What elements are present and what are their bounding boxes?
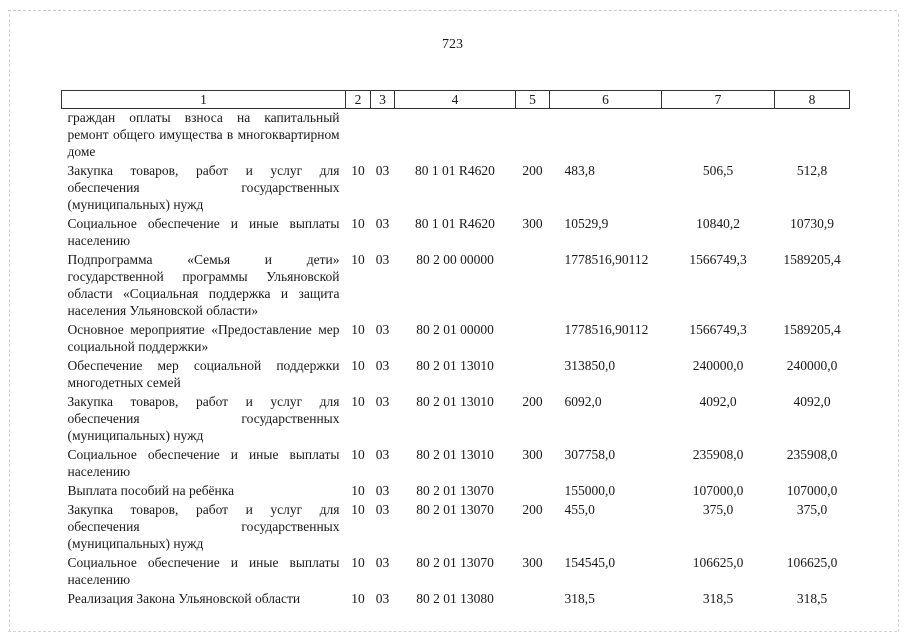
scan-edge-top: [8, 10, 897, 11]
column-header: 2: [346, 91, 371, 109]
table-row: [62, 590, 850, 609]
value-cell-col6: 307758,0: [564, 447, 616, 462]
value-cell-col6: 483,8: [564, 163, 595, 178]
value-cell-col8: 240000,0: [786, 358, 838, 373]
expense-type-cell: 300: [522, 555, 543, 570]
section-cell: 10: [351, 163, 365, 178]
value-cell-col6: 6092,0: [564, 394, 602, 409]
value-cell-col6: 313850,0: [564, 358, 616, 373]
subsection-cell: 03: [375, 216, 390, 231]
table-row: [62, 321, 850, 357]
column-header: 5: [516, 91, 550, 109]
value-cell-col6: 154545,0: [564, 555, 616, 570]
value-cell-col8: 512,8: [796, 163, 828, 178]
target-article-cell: 80 2 01 13080: [416, 591, 494, 606]
table-row: [62, 109, 850, 163]
section-cell: 10: [351, 216, 365, 231]
value-cell-col7: 106625,0: [692, 555, 744, 570]
row-name-cell: Выплата пособий на ребёнка: [67, 483, 235, 498]
value-cell-col6: 1778516,90112: [564, 322, 649, 337]
subsection-cell: [371, 109, 395, 163]
column-header: 4: [395, 91, 516, 109]
target-article-cell: 80 1 01 R4620: [415, 163, 495, 178]
target-article-cell: 80 2 01 13010: [416, 394, 494, 409]
expense-type-cell: 300: [522, 447, 543, 462]
column-header: 8: [775, 91, 850, 109]
row-name-cell: Социальное обеспечение и иные выплаты населению: [67, 555, 340, 587]
expense-type-cell: [516, 482, 550, 501]
subsection-cell: 03: [375, 322, 390, 337]
section-cell: 10: [351, 394, 365, 409]
expense-type-cell: 200: [522, 502, 543, 517]
value-cell-col8: 1589205,4: [783, 322, 841, 337]
scan-edge-left: [9, 14, 10, 632]
value-cell-col6: 318,5: [564, 591, 595, 606]
subsection-cell: 03: [375, 358, 390, 373]
value-cell-col8: 10730,9: [790, 216, 834, 231]
subsection-cell: 03: [375, 394, 390, 409]
page-number: 723: [442, 37, 463, 52]
table-row: [62, 446, 850, 482]
target-article-cell: 80 2 01 13070: [416, 483, 494, 498]
value-cell-col8: 106625,0: [786, 555, 838, 570]
subsection-cell: 03: [375, 502, 390, 517]
subsection-cell: 03: [375, 163, 390, 178]
value-cell-col8: 4092,0: [793, 394, 831, 409]
value-cell-col7: 107000,0: [692, 483, 744, 498]
value-cell-col6: 455,0: [564, 502, 595, 517]
section-cell: [346, 109, 371, 163]
expense-type-cell: [516, 321, 550, 357]
value-cell-col7: 10840,2: [696, 216, 740, 231]
table-row: [62, 554, 850, 590]
expense-type-cell: 200: [522, 163, 543, 178]
value-cell-col8: [775, 109, 850, 163]
section-cell: 10: [351, 502, 365, 517]
expense-type-cell: [516, 590, 550, 609]
row-name-cell: Закупка товаров, работ и услуг для обеспечения государственных (муниципальных) нужд: [67, 502, 340, 551]
scan-edge-right: [898, 14, 899, 632]
table-row: [62, 501, 850, 554]
target-article-cell: 80 2 01 13010: [416, 447, 494, 462]
target-article-cell: [395, 109, 516, 163]
value-cell-col6: [550, 109, 662, 163]
section-cell: 10: [351, 358, 365, 373]
target-article-cell: 80 2 01 00000: [416, 322, 494, 337]
target-article-cell: 80 2 01 13070: [416, 502, 494, 517]
row-name-cell: Обеспечение мер социальной поддержки многодетных семей: [67, 358, 340, 390]
value-cell-col7: 240000,0: [692, 358, 744, 373]
subsection-cell: 03: [375, 555, 390, 570]
value-cell-col7: 4092,0: [699, 394, 737, 409]
row-name-cell: Основное мероприятие «Предоставление мер социальной поддержки»: [67, 322, 340, 354]
value-cell-col7: 1566749,3: [689, 322, 747, 337]
table-row: [62, 393, 850, 446]
value-cell-col8: 375,0: [796, 502, 828, 517]
target-article-cell: 80 1 01 R4620: [415, 216, 495, 231]
section-cell: 10: [351, 591, 365, 606]
column-header: 7: [662, 91, 775, 109]
target-article-cell: 80 2 01 13010: [416, 358, 494, 373]
expense-type-cell: 200: [522, 394, 543, 409]
value-cell-col7: 1566749,3: [689, 252, 747, 267]
value-cell-col6: 155000,0: [564, 483, 616, 498]
section-cell: 10: [351, 555, 365, 570]
header-row: [62, 91, 850, 109]
row-name-cell: Подпрограмма «Семья и дети» государственной программы Ульяновской области «Социальная поддержка и защита населения Ульяновской области»: [67, 252, 340, 318]
value-cell-col8: 318,5: [796, 591, 828, 606]
column-header: 3: [371, 91, 395, 109]
row-name-cell: Закупка товаров, работ и услуг для обеспечения государственных (муниципальных) нужд: [67, 163, 340, 212]
table-row: [62, 251, 850, 321]
value-cell-col6: 1778516,90112: [564, 252, 649, 267]
subsection-cell: 03: [375, 483, 390, 498]
expense-type-cell: [516, 357, 550, 393]
value-cell-col8: 235908,0: [786, 447, 838, 462]
value-cell-col7: 506,5: [702, 163, 734, 178]
expense-type-cell: [516, 109, 550, 163]
section-cell: 10: [351, 322, 365, 337]
value-cell-col8: 107000,0: [786, 483, 838, 498]
target-article-cell: 80 2 00 00000: [416, 252, 494, 267]
scan-edge-bottom: [8, 631, 897, 632]
row-name-cell: граждан оплаты взноса на капитальный ремонт общего имущества в многоквартирном доме: [67, 110, 340, 159]
value-cell-col7: 235908,0: [692, 447, 744, 462]
subsection-cell: 03: [375, 252, 390, 267]
value-cell-col7: [662, 109, 775, 163]
subsection-cell: 03: [375, 447, 390, 462]
row-name-cell: Закупка товаров, работ и услуг для обеспечения государственных (муниципальных) нужд: [67, 394, 340, 443]
value-cell-col7: 375,0: [702, 502, 734, 517]
value-cell-col6: 10529,9: [564, 216, 609, 231]
row-name-cell: Реализация Закона Ульяновской области: [67, 591, 301, 606]
table-row: [62, 162, 850, 215]
row-name-cell: Социальное обеспечение и иные выплаты населению: [67, 216, 340, 248]
subsection-cell: 03: [375, 591, 390, 606]
table-row: [62, 482, 850, 501]
row-name-cell: Социальное обеспечение и иные выплаты населению: [67, 447, 340, 479]
table-row: [62, 357, 850, 393]
column-header: 6: [550, 91, 662, 109]
target-article-cell: 80 2 01 13070: [416, 555, 494, 570]
expense-type-cell: 300: [522, 216, 543, 231]
table-row: [62, 215, 850, 251]
value-cell-col7: 318,5: [702, 591, 734, 606]
column-header: 1: [62, 91, 346, 109]
section-cell: 10: [351, 252, 365, 267]
budget-table: [61, 90, 850, 609]
value-cell-col8: 1589205,4: [783, 252, 841, 267]
section-cell: 10: [351, 447, 365, 462]
section-cell: 10: [351, 483, 365, 498]
expense-type-cell: [516, 251, 550, 321]
